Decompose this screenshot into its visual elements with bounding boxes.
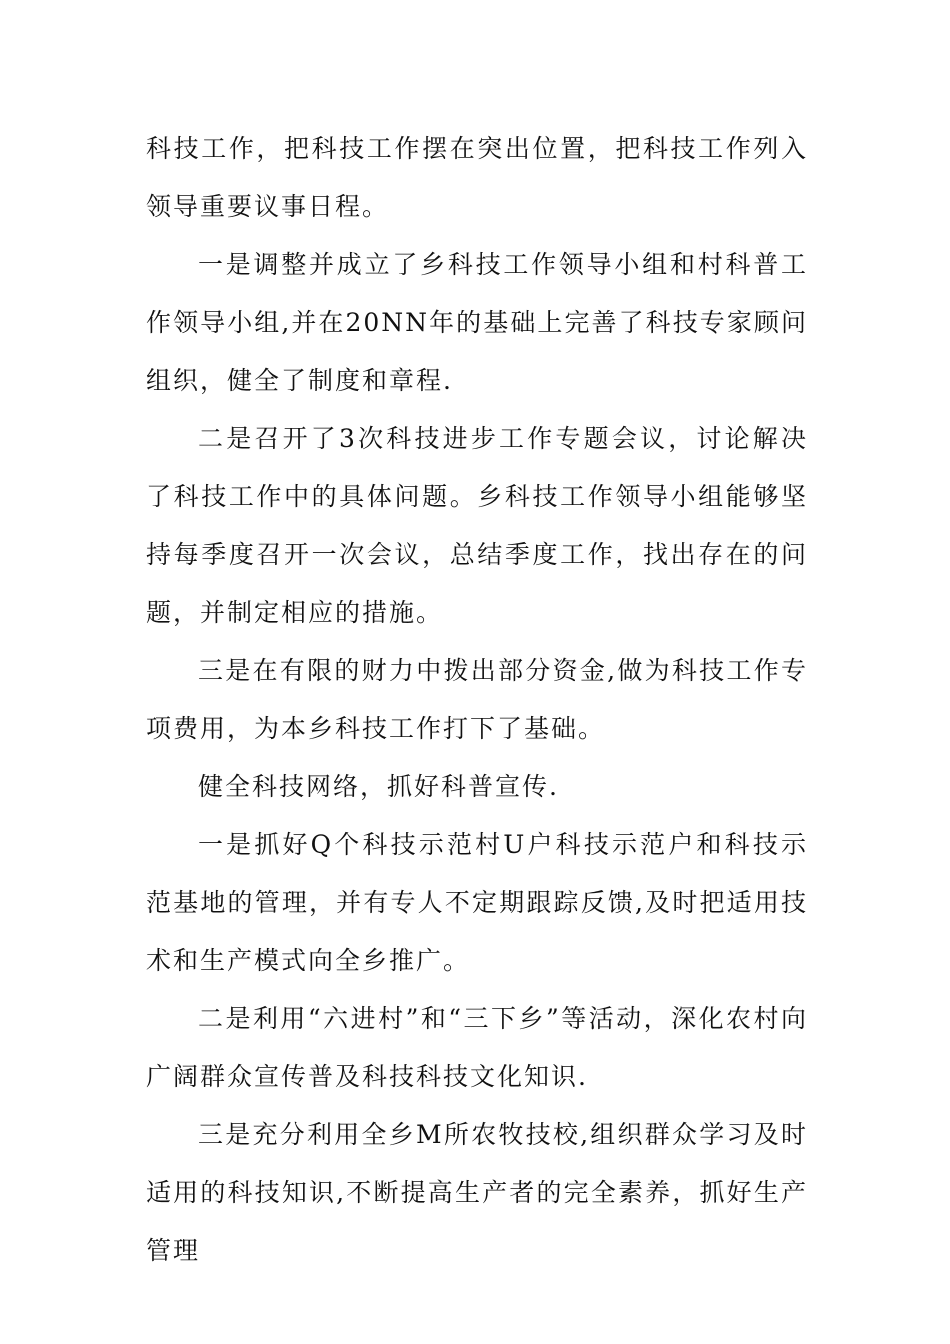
paragraph-1: 科技工作，把科技工作摆在突出位置，把科技工作列入领导重要议事日程。 <box>146 134 808 221</box>
paragraph-4: 三是在有限的财力中拨出部分资金,做为科技工作专项费用，为本乡科技工作打下了基础。 <box>146 656 808 743</box>
document-body <box>146 120 808 1280</box>
paragraph-8: 三是充分利用全乡M所农牧技校,组织群众学习及时适用的科技知识,不断提高生产者的完全素养，抓好生产管理 <box>146 1120 808 1265</box>
paragraph-6: 一是抓好Q个科技示范村U户科技示范户和科技示范基地的管理，并有专人不定期跟踪反馈,及时把适用技术和生产模式向全乡推广。 <box>146 830 808 975</box>
paragraph-3: 二是召开了3次科技进步工作专题会议，讨论解决了科技工作中的具体问题。乡科技工作领导小组能够坚持每季度召开一次会议，总结季度工作，找出存在的问题，并制定相应的措施。 <box>146 424 808 627</box>
paragraph-2: 一是调整并成立了乡科技工作领导小组和村科普工作领导小组,并在20NN年的基础上完善了科技专家顾问组织，健全了制度和章程. <box>146 250 808 395</box>
paragraph-7: 二是利用“六进村”和“三下乡”等活动，深化农村向广阔群众宣传普及科技科技文化知识. <box>146 1004 808 1091</box>
paragraph-5: 健全科技网络，抓好科普宣传. <box>198 772 559 801</box>
